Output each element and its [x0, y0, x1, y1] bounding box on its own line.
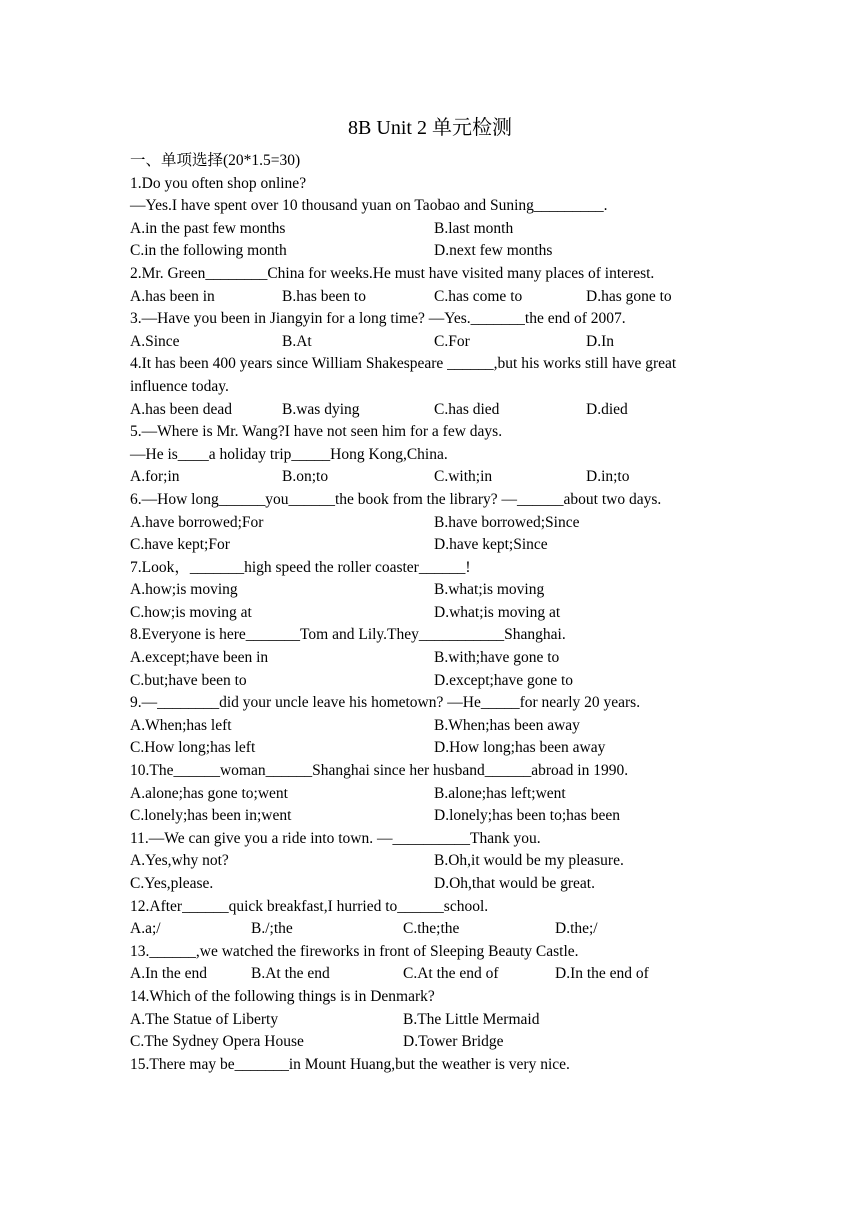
option-d: D.In the end of: [555, 965, 649, 983]
option-d: D.Oh,that would be great.: [434, 875, 595, 892]
option-a: A.In the end: [130, 965, 208, 983]
option-c: C.have kept;For: [130, 536, 230, 554]
option-a: A.The Statue of Liberty: [130, 1010, 279, 1028]
question-5-stem-continued: —He is____a holiday trip_____Hong Kong,China.: [130, 445, 448, 463]
option-c: C.has died: [434, 400, 500, 418]
question-5-stem: 5.—Where is Mr. Wang?I have not seen him for a few days.: [130, 423, 503, 441]
question-9-options: [130, 715, 730, 738]
option-b: B.has been to: [282, 287, 366, 305]
option-a: A.alone;has gone to;went: [130, 784, 288, 802]
option-b: B.At: [282, 332, 312, 350]
option-c: C.but;have been to: [130, 671, 247, 689]
option-a: A.how;is moving: [130, 581, 238, 599]
option-d: D.in;to: [586, 468, 630, 486]
option-b: B.with;have gone to: [434, 649, 560, 667]
question-13-options: [130, 963, 730, 986]
option-b: B.When;has been away: [434, 716, 580, 734]
section-heading: 一、单项选择(20*1.5=30): [130, 152, 301, 169]
question-8-options: [130, 647, 730, 670]
question-11-stem: 11.—We can give you a ride into town. —__________Thank you.: [130, 829, 541, 847]
option-c: C.the;the: [403, 920, 460, 938]
question-2-options: [130, 286, 730, 309]
option-d: D.In: [586, 332, 614, 350]
option-d: D.died: [586, 400, 628, 418]
option-d: D.lonely;has been to;has been: [434, 807, 620, 825]
option-d: D.what;is moving at: [434, 603, 561, 621]
question-10-options: [130, 805, 730, 828]
option-c: C.has come to: [434, 287, 523, 305]
option-b: B.alone;has left;went: [434, 784, 566, 802]
question-1-options: [130, 240, 730, 263]
option-b: B.have borrowed;Since: [434, 513, 580, 531]
option-d: D.the;/: [555, 920, 598, 938]
question-14-stem: 14.Which of the following things is in Denmark?: [130, 987, 435, 1005]
option-a: A.Since: [130, 332, 180, 350]
option-a: A.in the past few months: [130, 219, 286, 237]
option-d: D.How long;has been away: [434, 739, 606, 757]
question-7-options: [130, 602, 730, 625]
option-b: B./;the: [251, 920, 293, 938]
question-7-stem: 7.Look，_______high speed the roller coaster______!: [130, 558, 471, 576]
question-4-stem: 4.It has been 400 years since William Shakespeare ______,but his works still have great influence today.: [130, 355, 677, 395]
option-d: D.have kept;Since: [434, 536, 548, 554]
option-d: D.except;have gone to: [434, 671, 574, 689]
option-d: D.next few months: [434, 242, 553, 260]
question-8-stem: 8.Everyone is here_______Tom and Lily.They___________Shanghai.: [130, 626, 566, 644]
question-10-stem: 10.The______woman______Shanghai since her husband______abroad in 1990.: [130, 762, 629, 780]
option-c: C.in the following month: [130, 242, 287, 260]
option-d: D.has gone to: [586, 287, 672, 305]
option-b: B.The Little Mermaid: [403, 1010, 540, 1028]
question-list: [130, 150, 730, 1076]
option-a: A.has been dead: [130, 400, 232, 418]
option-c: C.Yes,please.: [130, 875, 214, 892]
question-8-options: [130, 670, 730, 693]
question-7-options: [130, 579, 730, 602]
question-11-options: [130, 850, 730, 873]
option-c: C.For: [434, 332, 470, 350]
option-b: B.At the end: [251, 965, 330, 983]
question-14-options: [130, 1009, 730, 1032]
question-9-options: [130, 737, 730, 760]
question-6-options: [130, 534, 730, 557]
option-c: C.lonely;has been in;went: [130, 807, 292, 825]
option-a: A.a;/: [130, 920, 161, 938]
question-3-stem: 3.—Have you been in Jiangyin for a long time? —Yes._______the end of 2007.: [130, 310, 626, 328]
option-a: A.have borrowed;For: [130, 513, 264, 531]
option-a: A.has been in: [130, 287, 215, 305]
question-3-options: [130, 331, 730, 354]
option-c: C.with;in: [434, 468, 493, 486]
question-13-stem: 13.______,we watched the fireworks in front of Sleeping Beauty Castle.: [130, 942, 579, 960]
question-1-options: [130, 218, 730, 241]
question-1-stem: 1.Do you often shop online?: [130, 174, 307, 192]
option-d: D.Tower Bridge: [403, 1033, 504, 1051]
option-c: C.At the end of: [403, 965, 499, 983]
question-6-options: [130, 512, 730, 535]
question-2-stem: 2.Mr. Green________China for weeks.He must have visited many places of interest.: [130, 264, 655, 282]
question-5-options: [130, 466, 730, 489]
question-10-options: [130, 783, 730, 806]
option-a: A.When;has left: [130, 716, 232, 734]
option-b: B.was dying: [282, 400, 360, 418]
question-1-stem-continued: —Yes.I have spent over 10 thousand yuan on Taobao and Suning_________.: [130, 197, 608, 215]
question-12-options: [130, 918, 730, 941]
option-a: A.except;have been in: [130, 649, 269, 667]
question-12-stem: 12.After______quick breakfast,I hurried to______school.: [130, 897, 489, 915]
question-6-stem: 6.—How long______you______the book from the library? —______about two days.: [130, 490, 662, 508]
question-11-options: [130, 873, 730, 896]
option-b: B.what;is moving: [434, 581, 545, 599]
question-15-stem: 15.There may be_______in Mount Huang,but the weather is very nice.: [130, 1055, 570, 1073]
option-c: C.how;is moving at: [130, 603, 252, 621]
option-b: B.last month: [434, 219, 514, 237]
option-c: C.The Sydney Opera House: [130, 1033, 304, 1051]
option-b: B.on;to: [282, 468, 329, 486]
option-c: C.How long;has left: [130, 739, 256, 757]
question-4-options: [130, 399, 730, 422]
question-9-stem: 9.—________did your uncle leave his hometown? —He_____for nearly 20 years.: [130, 694, 641, 712]
option-a: A.for;in: [130, 468, 180, 486]
page-title: 8B Unit 2 单元检测: [348, 117, 512, 139]
option-b: B.Oh,it would be my pleasure.: [434, 852, 624, 870]
option-a: A.Yes,why not?: [130, 852, 229, 870]
question-14-options: [130, 1031, 730, 1054]
